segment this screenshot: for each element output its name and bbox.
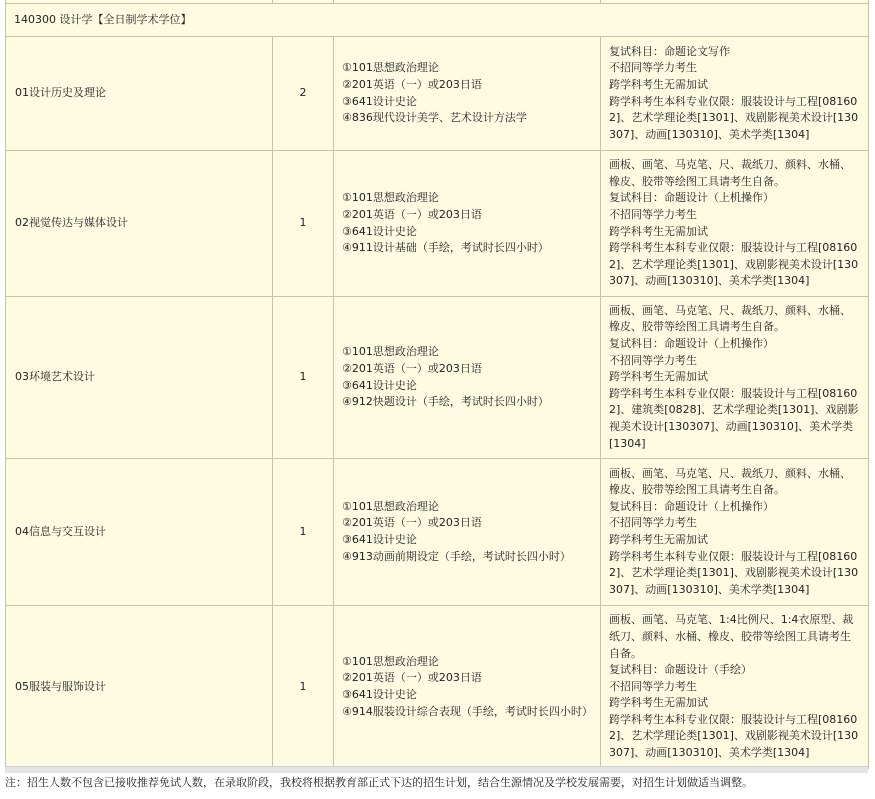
exam-subject: ④912快题设计（手绘，考试时长四小时） [342, 395, 549, 409]
exam-subjects [334, 606, 601, 769]
exam-subject: ②201英语（一）或203日语 [342, 361, 482, 375]
exam-subject: ①101思想政治理论 [342, 654, 439, 668]
remarks-text: 画板、画笔、马克笔、尺、裁纸刀、颜料、水桶、橡皮、胶带等绘图工具请考生自备。 复试科目：命题设计（上机操作） 不招同等学力考生 跨学科考生无需加试 跨学科考生本科专业仅限：服装设计与工程[081602]、艺术学理论类[1301]、戏剧影视美术设计[130307]、动画[130310]、美术学类[1304] [609, 466, 859, 596]
exam-subject: ③641设计史论 [342, 224, 417, 238]
exam-subject: ①101思想政治理论 [342, 499, 439, 513]
exam-subjects [334, 37, 601, 151]
program-header: 140300 设计学【全日制学术学位】 [6, 4, 869, 37]
research-direction: 01设计历史及理论 [6, 37, 273, 151]
research-direction: 05服装与服饰设计 [6, 606, 273, 769]
exam-subject: ④913动画前期设定（手绘，考试时长四小时） [342, 549, 571, 563]
exam-subject: ③641设计史论 [342, 94, 417, 108]
exam-subject: ④836现代设计美学、艺术设计方法学 [342, 111, 527, 125]
remarks [601, 37, 869, 151]
enrollment-count: 2 [273, 37, 334, 151]
exam-subject: ②201英语（一）或203日语 [342, 207, 482, 221]
enrollment-count: 1 [273, 459, 334, 606]
remarks-text: 画板、画笔、马克笔、1:4比例尺、1:4衣原型、裁纸刀、颜料、水桶、橡皮、胶带等绘图工具请考生自备。 复试科目：命题设计（手绘） 不招同等学力考生 跨学科考生无需加试 跨学科考生本科专业仅限：服装设计与工程[081602]、艺术学理论类[1301]、戏剧影视美术设计[130307]、动画[130310]、美术学类[1304] [609, 613, 859, 760]
exam-subject: ①101思想政治理论 [342, 191, 439, 205]
enrollment-count: 1 [273, 297, 334, 459]
exam-subject: ②201英语（一）或203日语 [342, 516, 482, 530]
research-direction: 02视觉传达与媒体设计 [6, 151, 273, 297]
remarks-text: 复试科目：命题论文写作 不招同等学力考生 跨学科考生无需加试 跨学科考生本科专业仅限：服装设计与工程[081602]、艺术学理论类[1301]、戏剧影视美术设计[130307]、动画[130310]、美术学类[1304] [609, 44, 859, 141]
exam-subject: ①101思想政治理论 [342, 345, 439, 359]
remarks [601, 297, 869, 459]
table-row [6, 606, 869, 769]
exam-subjects [334, 297, 601, 459]
exam-subject: ①101思想政治理论 [342, 61, 439, 75]
exam-subject: ④911设计基础（手绘，考试时长四小时） [342, 241, 549, 255]
horizontal-scrollbar[interactable] [5, 766, 868, 773]
exam-subjects [334, 459, 601, 606]
admissions-table [5, 0, 869, 769]
table-row [6, 151, 869, 297]
exam-subject: ④914服装设计综合表现（手绘，考试时长四小时） [342, 704, 593, 718]
remarks [601, 606, 869, 769]
exam-subject: ②201英语（一）或203日语 [342, 77, 482, 91]
exam-subjects [334, 151, 601, 297]
table-row [6, 297, 869, 459]
research-direction: 04信息与交互设计 [6, 459, 273, 606]
remarks [601, 459, 869, 606]
research-direction: 03环境艺术设计 [6, 297, 273, 459]
remarks-text: 画板、画笔、马克笔、尺、裁纸刀、颜料、水桶、橡皮、胶带等绘图工具请考生自备。 复试科目：命题设计（上机操作） 不招同等学力考生 跨学科考生无需加试 跨学科考生本科专业仅限：服装设计与工程[081602]、建筑类[0828]、艺术学理论类[1301]、戏剧影视美术设计[130307]、动画[130310]、美术学类[1304] [609, 303, 859, 450]
exam-subject: ③641设计史论 [342, 688, 417, 701]
exam-subject: ②201英语（一）或203日语 [342, 671, 482, 685]
remarks [601, 151, 869, 297]
remarks-text: 画板、画笔、马克笔、尺、裁纸刀、颜料、水桶、橡皮、胶带等绘图工具请考生自备。 复试科目：命题设计（上机操作） 不招同等学力考生 跨学科考生无需加试 跨学科考生本科专业仅限：服装设计与工程[081602]、艺术学理论类[1301]、戏剧影视美术设计[130307]、动画[130310]、美术学类[1304] [609, 158, 859, 288]
table-row [6, 37, 869, 151]
table-row [6, 459, 869, 606]
exam-subject: ③641设计史论 [342, 533, 417, 546]
footnote: 注：招生人数不包含已接收推荐免试人数，在录取阶段，我校将根据教育部正式下达的招生计划，结合生源情况及学校发展需要，对招生计划做适当调整。 [5, 776, 753, 789]
enrollment-count: 1 [273, 606, 334, 769]
exam-subject: ③641设计史论 [342, 378, 417, 392]
enrollment-count: 1 [273, 151, 334, 297]
program-header-row [6, 4, 869, 37]
